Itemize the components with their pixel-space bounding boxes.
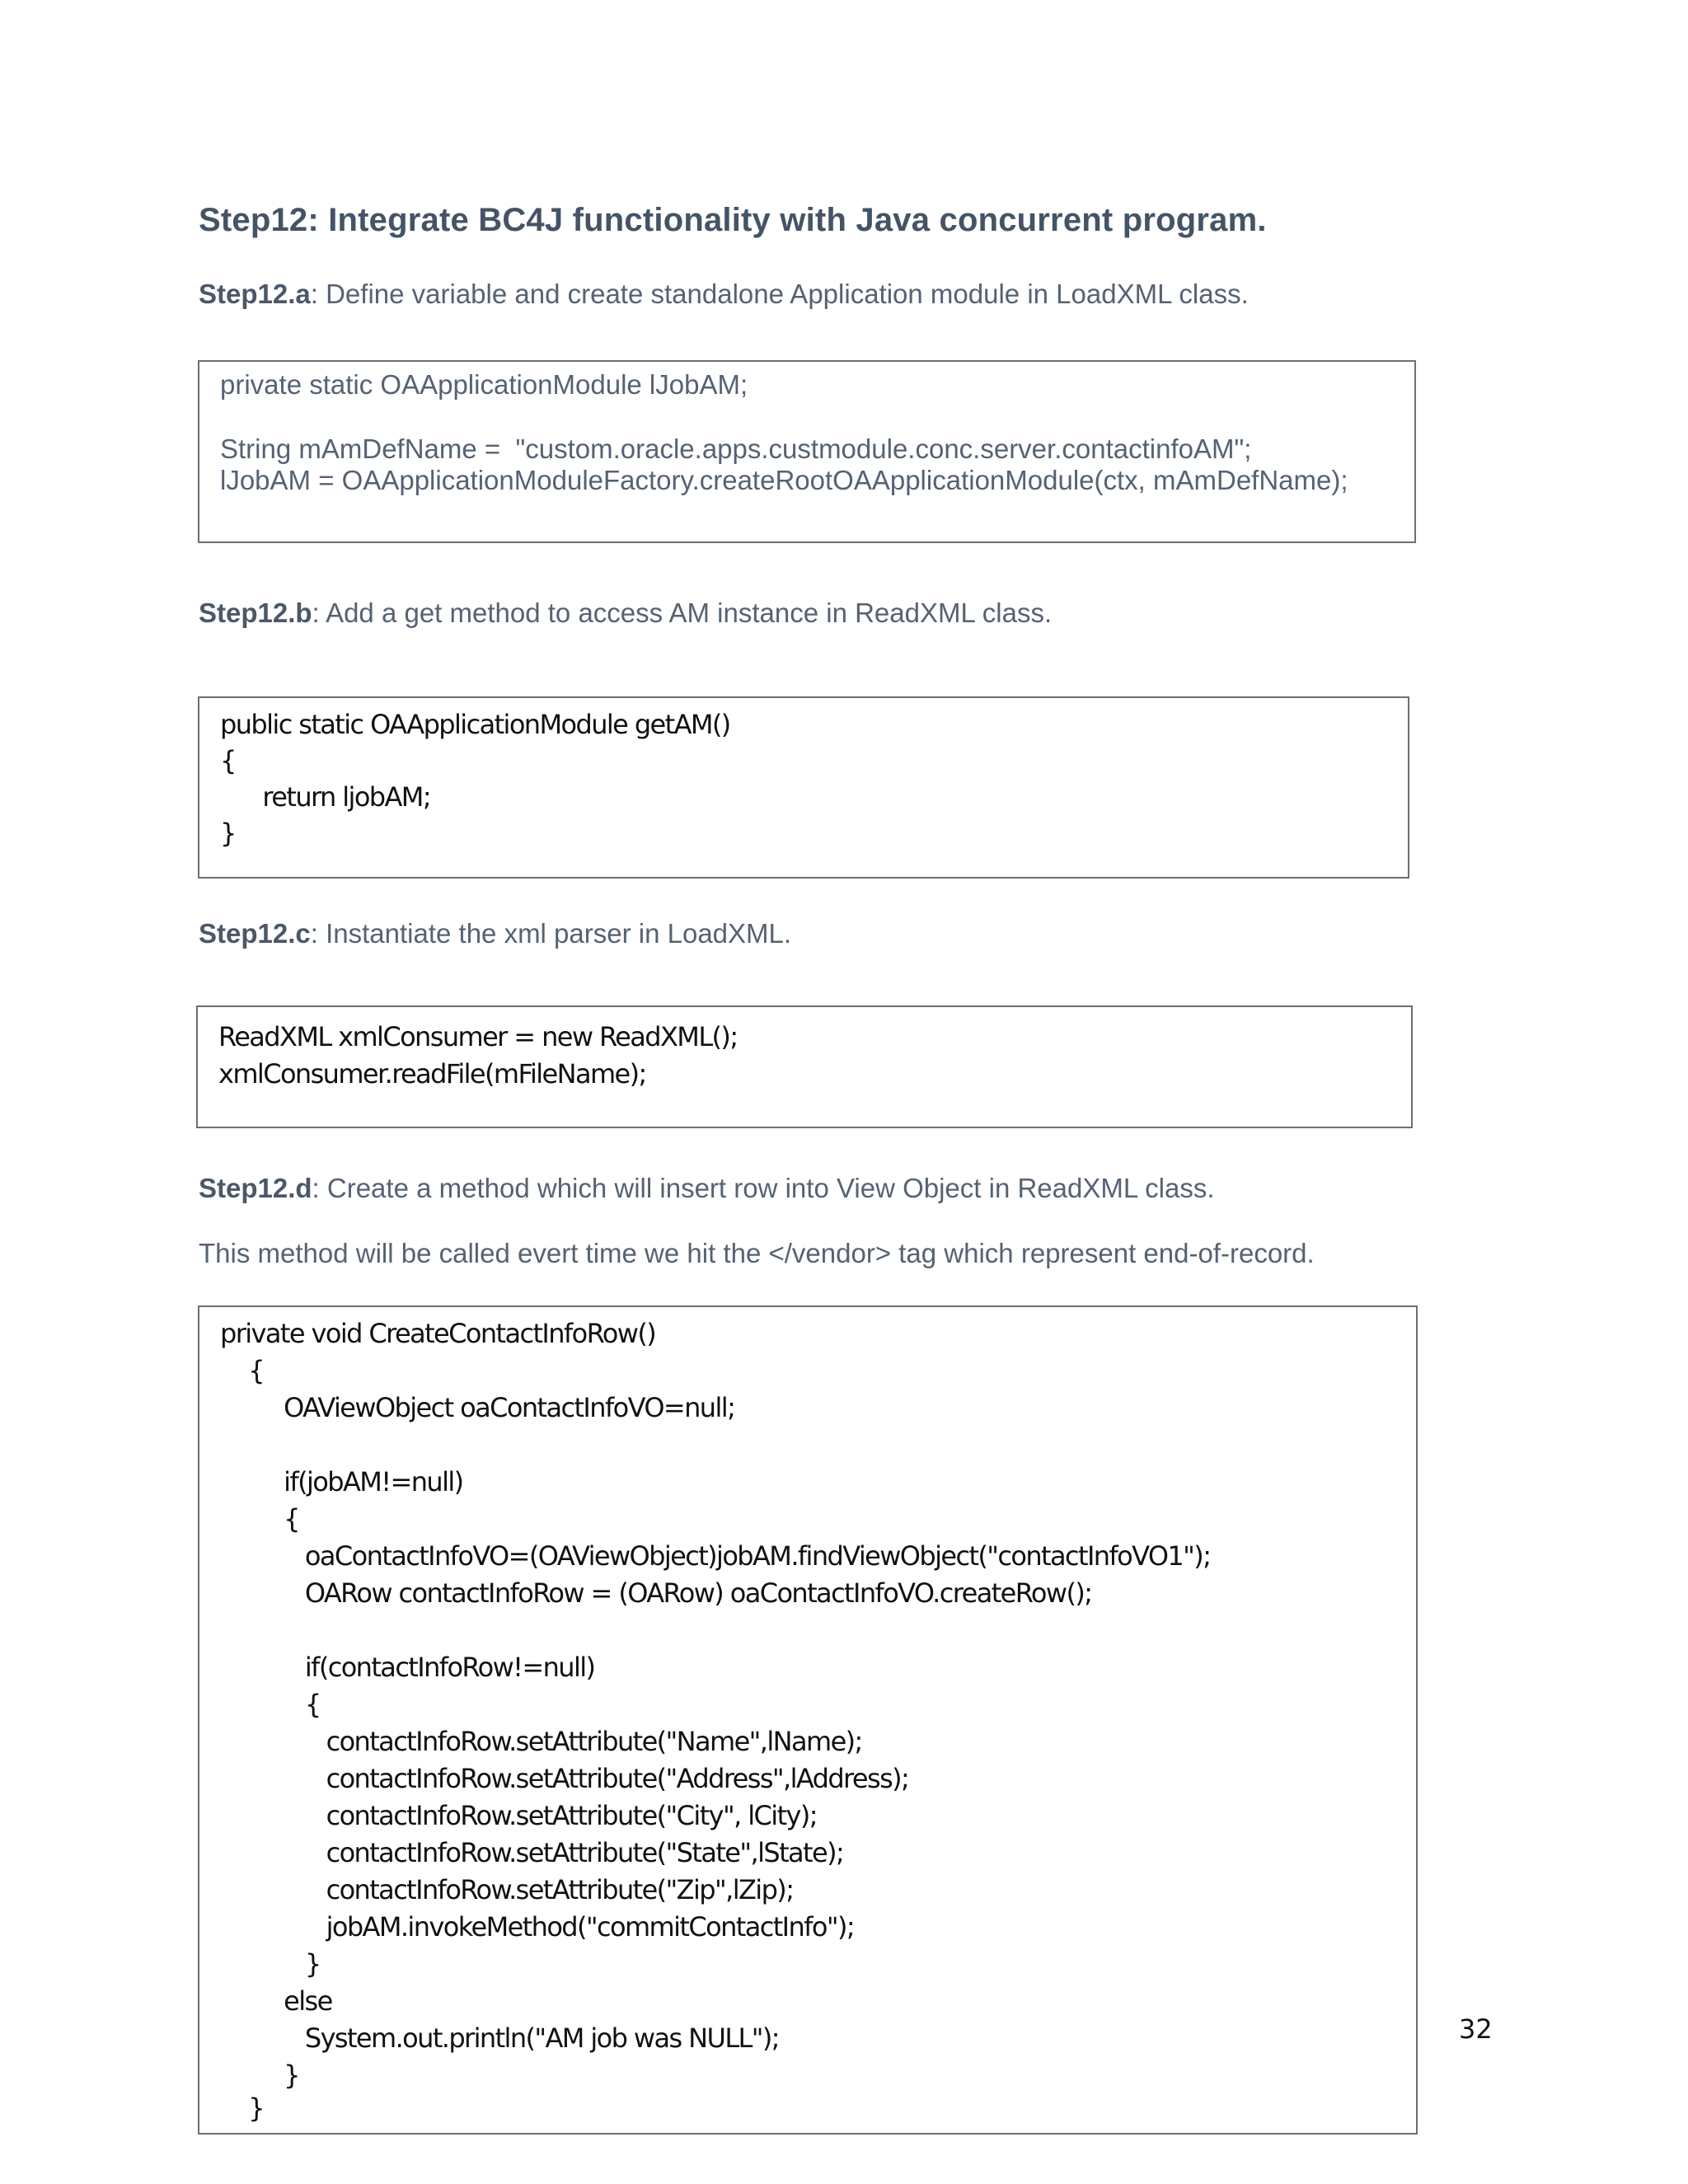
step-a-heading: [199, 279, 1249, 310]
step-a-text: : Define variable and create standalone Application module in LoadXML class.: [310, 279, 1249, 309]
code-line: else: [220, 1985, 332, 2017]
code-box-step-c: [196, 1005, 1413, 1128]
code-line: contactInfoRow.setAttribute("Zip",lZip);: [220, 1874, 794, 1905]
code-box-step-a: [198, 360, 1416, 543]
code-line: {: [220, 745, 236, 776]
code-line: String mAmDefName = "custom.oracle.apps.custmodule.conc.server.contactinfoAM";: [220, 434, 1252, 464]
page-number: 32: [1459, 2013, 1493, 2045]
code-line: }: [220, 1948, 321, 1980]
code-line: contactInfoRow.setAttribute("City", lCity);: [220, 1800, 817, 1831]
code-line: return ljobAM;: [220, 781, 431, 813]
code-line: public static OAApplicationModule getAM(): [220, 709, 730, 740]
code-line: jobAM.invokeMethod("commitContactInfo");: [220, 1911, 855, 1943]
code-line: private void CreateContactInfoRow(): [220, 1318, 656, 1349]
code-line: }: [220, 818, 236, 849]
code-line: }: [220, 2093, 265, 2124]
code-line: private static OAApplicationModule lJobAM;: [220, 369, 748, 400]
code-line: OAViewObject oaContactInfoVO=null;: [220, 1392, 735, 1423]
step-c-label: Step12.c: [199, 918, 311, 949]
code-line: contactInfoRow.setAttribute("Name",lName);: [220, 1726, 862, 1757]
step-a-label: Step12.a: [199, 279, 311, 309]
code-line: }: [220, 2060, 299, 2091]
step-d-note: This method will be called evert time we hit the </vendor> tag which represent end-of-record.: [199, 1238, 1315, 1268]
step-b-label: Step12.b: [199, 598, 312, 628]
step-c-heading: [199, 918, 791, 949]
step-c-text: : Instantiate the xml parser in LoadXML.: [310, 918, 792, 949]
code-line: OARow contactInfoRow = (OARow) oaContactInfoVO.createRow();: [220, 1577, 1092, 1609]
code-line: lJobAM = OAApplicationModuleFactory.createRootOAApplicationModule(ctx, mAmDefName);: [220, 465, 1348, 495]
page-heading: Step12: Integrate BC4J functionality with Java concurrent program.: [199, 202, 1267, 238]
step-d-text: : Create a method which will insert row into View Object in ReadXML class.: [312, 1173, 1215, 1203]
step-d-heading: [199, 1173, 1215, 1204]
step-d-label: Step12.d: [199, 1173, 312, 1203]
code-line: System.out.println("AM job was NULL");: [220, 2022, 779, 2054]
code-box-step-d: [198, 1305, 1418, 2135]
code-line: ReadXML xmlConsumer = new ReadXML();: [218, 1021, 738, 1052]
code-line: xmlConsumer.readFile(mFileName);: [218, 1058, 646, 1090]
code-line: {: [220, 1503, 299, 1535]
code-line: {: [220, 1355, 265, 1386]
code-box-step-b: [198, 696, 1409, 879]
code-line: {: [220, 1689, 321, 1720]
code-line: contactInfoRow.setAttribute("Address",lAddress);: [220, 1763, 909, 1794]
step-b-text: : Add a get method to access AM instance in ReadXML class.: [312, 598, 1053, 628]
code-line: if(jobAM!=null): [220, 1466, 463, 1497]
code-line: if(contactInfoRow!=null): [220, 1652, 595, 1683]
code-line: contactInfoRow.setAttribute("State",lState);: [220, 1837, 844, 1868]
step-b-heading: [199, 598, 1052, 629]
code-line: oaContactInfoVO=(OAViewObject)jobAM.findViewObject("contactInfoVO1");: [220, 1540, 1211, 1572]
